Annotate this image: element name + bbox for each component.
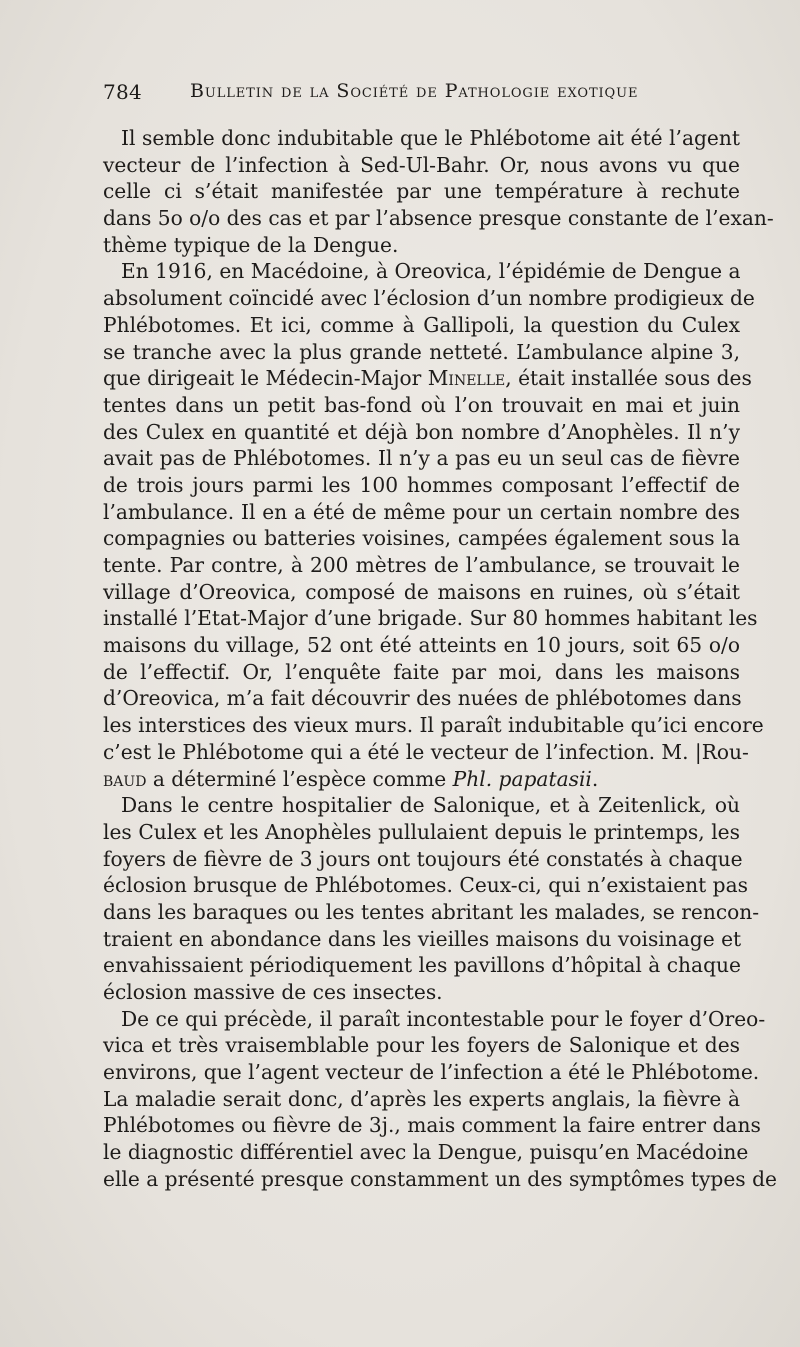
body-text xyxy=(103,125,777,1193)
paragraph xyxy=(103,125,774,258)
species-name: Phl. papatasii xyxy=(452,766,592,791)
text-line: Il semble donc indubitable que le Phlébotome ait été l’agent xyxy=(121,126,740,150)
text-line: se tranche avec la plus grande netteté. L’ambulance alpine 3, xyxy=(103,339,740,364)
text-line: c’est le Phlébotome qui a été le vecteur de l’infection. M. |Rou- xyxy=(103,739,749,764)
text-line: vecteur de l’infection à Sed-Ul-Bahr. Or, nous avons vu que xyxy=(103,152,740,177)
text-line: dans les baraques ou les tentes abritant les malades, se rencon- xyxy=(103,899,760,924)
page-header xyxy=(103,80,753,110)
text-line: envahissaient périodiquement les pavillons d’hôpital à chaque xyxy=(103,953,741,978)
text-line: les interstices des vieux murs. Il paraît indubitable qu’ici encore xyxy=(103,713,764,738)
text-line: tentes dans un petit bas-fond où l’on trouvait en mai et juin xyxy=(103,392,740,417)
text-line: En 1916, en Macédoine, à Oreovica, l’épidémie de Dengue a xyxy=(121,259,741,284)
text-line: Phlébotomes ou fièvre de 3j., mais comment la faire entrer dans xyxy=(103,1113,761,1138)
text-line: de l’effectif. Or, l’enquête faite par moi, dans les maisons xyxy=(103,659,740,684)
name-small-caps: Minelle xyxy=(427,366,506,391)
text-line: avait pas de Phlébotomes. Il n’y a pas eu un seul cas de fièvre xyxy=(103,446,740,471)
text-line: vica et très vraisemblable pour les foyers de Salonique et des xyxy=(103,1033,740,1058)
text-line: l’ambulance. Il en a été de même pour un certain nombre des xyxy=(103,499,740,524)
text-line: que dirigeait le Médecin-Major Minelle, était installée sous des xyxy=(103,366,752,391)
text-line: maisons du village, 52 ont été atteints en 10 jours, soit 65 o/o xyxy=(103,633,740,658)
text-line: dans 5o o/o des cas et par l’absence presque constante de l’exan- xyxy=(103,206,774,231)
text-line: baud a déterminé l’espèce comme Phl. papatasii. xyxy=(103,766,599,791)
text-line: de trois jours parmi les 100 hommes composant l’effectif de xyxy=(103,472,740,497)
text-line: tente. Par contre, à 200 mètres de l’ambulance, se trouvait le xyxy=(103,553,740,577)
name-small-caps: baud xyxy=(103,766,147,791)
text-line: Dans le centre hospitalier de Salonique, et à Zeitenlick, où xyxy=(121,793,740,818)
text-line: compagnies ou batteries voisines, campées également sous la xyxy=(103,526,740,551)
text-line: village d’Oreovica, composé de maisons en ruines, où s’était xyxy=(103,579,740,604)
text-line: le diagnostic différentiel avec la Dengue, puisqu’en Macédoine xyxy=(103,1140,749,1165)
text-line: des Culex en quantité et déjà bon nombre d’Anophèles. Il n’y xyxy=(103,419,740,444)
text-line: absolument coïncidé avec l’éclosion d’un nombre prodigieux de xyxy=(103,286,755,311)
text-line: les Culex et les Anophèles pullulaient depuis le printemps, les xyxy=(103,819,740,844)
paragraph xyxy=(103,258,764,792)
text-line: éclosion brusque de Phlébotomes. Ceux-ci, qui n’existaient pas xyxy=(103,873,748,898)
text-line: elle a présenté presque constamment un des symptômes types de xyxy=(103,1166,777,1191)
text-line: traient en abondance dans les vieilles maisons du voisinage et xyxy=(103,926,742,951)
text-line: environs, que l’agent vecteur de l’infection a été le Phlébotome. xyxy=(103,1060,760,1085)
text-line: foyers de fièvre de 3 jours ont toujours été constatés à chaque xyxy=(103,846,743,871)
text-line: De ce qui précède, il paraît incontestable pour le foyer d’Oreo- xyxy=(121,1006,766,1031)
text-line: installé l’Etat-Major d’une brigade. Sur 80 hommes habitant les xyxy=(103,606,758,631)
text-line: La maladie serait donc, d’après les experts anglais, la fièvre à xyxy=(103,1086,740,1111)
page-number: 784 xyxy=(103,80,143,104)
paragraph xyxy=(103,792,760,1006)
text-line: éclosion massive de ces insectes. xyxy=(103,980,443,1004)
paragraph xyxy=(103,1006,777,1193)
text-line: Phlébotomes. Et ici, comme à Gallipoli, la question du Culex xyxy=(103,312,740,337)
text-line: celle ci s’était manifestée par une température à rechute xyxy=(103,179,740,204)
text-line: thème typique de la Dengue. xyxy=(103,232,399,257)
running-title: Bulletin de la Société de Pathologie exotique xyxy=(190,80,639,102)
text-line: d’Oreovica, m’a fait découvrir des nuées de phlébotomes dans xyxy=(103,686,742,711)
